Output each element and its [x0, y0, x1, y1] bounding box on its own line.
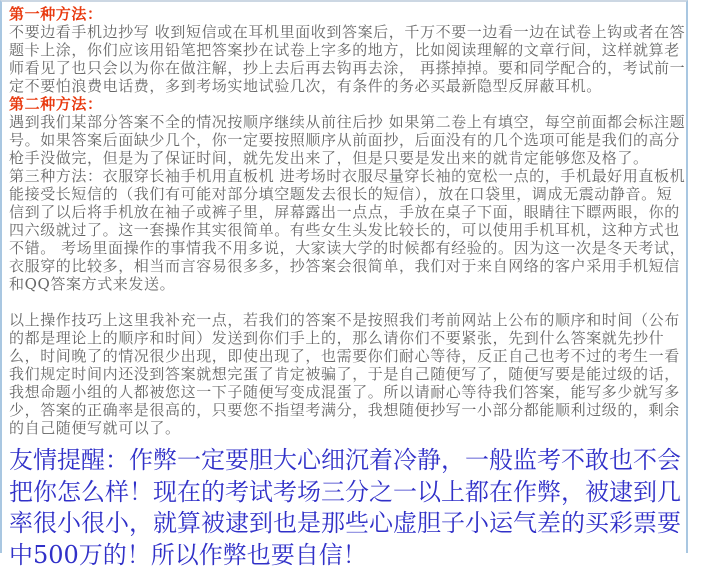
- friendly-reminder-text: 友情提醒：作弊一定要胆大心细沉着冷静，一般监考不敢也不会把你怎么样！现在的考试考场三分之一以上都在作弊，被逮到几率很小很小，就算被逮到也是那些心虚胆子小运气差的买彩票要中500万的！所以作弊也要自信！: [9, 446, 681, 569]
- method-2-text: 遇到我们某部分答案不全的情况按顺序继续从前往后抄 如果第二卷上有填空，每空前面都会标注题号。如果答案后面缺少几个，你一定要按照顺序从前面抄，后面没有的几个选项可能是我们的高分枪手没做完，但是为了保证时间，就先发出来了，但是只要是发出来的就肯定能够您及格了。: [9, 113, 686, 167]
- method-3-text: 第三种方法：衣服穿长袖手机用直板机 进考场时衣服尽量穿长袖的宽松一点的，手机最好用直板机能接受长短信的（我们有可能对部分填空题发去很长的短信），放在口袋里，调成无震动静音。短信到了以后将手机放在袖子或裤子里，屏幕露出一点点，手放在桌子下面，眼睛往下瞟两眼，你的四六级就过了。这一套操作其实很简单。有些女生头发比较长的，可以使用手机耳机，这种方式也不错。 考场里面操作的事情我不用多说，大家读大学的时候都有经验的。因为这一次是冬天考试， 衣服穿的比较多，相当而言容易很多多，抄答案会很简单，我们对于来自网络的客户采用手机短信和QQ答案方式来发送。: [9, 167, 686, 293]
- method-2-heading: 第二种方法：: [9, 95, 103, 113]
- supplement-text: 以上操作技巧上这里我补充一点，若我们的答案不是按照我们考前网站上公布的顺序和时间（公布的都是理论上的顺序和时间）发送到你们手上的，那么请你们不要紧张，先到什么答案就先抄什么，时间晚了的情况很少出现，即使出现了，也需要你们耐心等待，反正自己也考不过的考生一看我们规定时间内还没到答案就想完蛋了肯定被骗了，于是自己随便写了，随便写要是能过级的话，我想命题小组的人都被您这一下子随便写变成混蛋了。所以请耐心等待我们答案，能写多少就写多少，答案的正确率是很高的，只要您不指望考满分，我想随便抄写一小部分都能顺利过级的，剩余的自己随便写就可以了。: [9, 311, 680, 437]
- method-1-text: 不要边看手机边抄写 收到短信或在耳机里面收到答案后，千万不要一边看一边在试卷上钩或者在答题卡上涂，你们应该用铅笔把答案抄在试卷上字多的地方，比如阅读理解的文章行间，这样就算老师看见了也只会以为你在做注解，抄上去后再去钩再去涂， 再搽掉掉。要和同学配合的，考试前一定不要怕浪费电话费，多到考场实地试验几次，有条件的务必买最新隐型反屏蔽耳机。: [9, 23, 686, 95]
- method-1-heading: 第一种方法：: [9, 5, 103, 23]
